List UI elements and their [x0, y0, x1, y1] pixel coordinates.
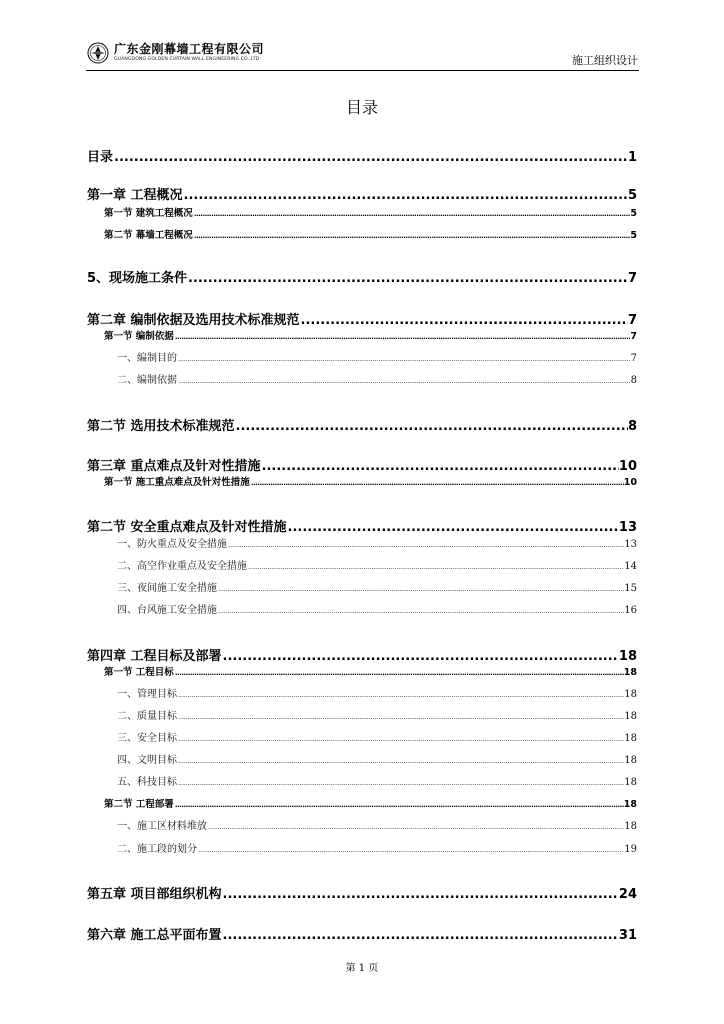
toc-entry[interactable]: [117, 604, 637, 617]
toc-entry-page: 10: [623, 477, 637, 488]
toc-entry-title: 第一节 编制依据: [104, 331, 174, 342]
toc-leader: [300, 312, 628, 330]
toc-leader: [187, 270, 628, 288]
toc-entry-page: 5: [630, 230, 637, 241]
toc-entry-page: 7: [627, 271, 637, 286]
toc-entry-page: 18: [624, 755, 637, 766]
toc-entry-page: 13: [624, 539, 637, 550]
toc-entry[interactable]: [87, 648, 637, 666]
toc-entry-title: 三、夜间施工安全措施: [117, 583, 217, 594]
toc-entry-page: 18: [623, 799, 637, 810]
toc-entry-title: 5、现场施工条件: [87, 271, 188, 286]
toc-entry-title: 第二节 幕墙工程概况: [104, 230, 193, 241]
toc-entry-page: 5: [630, 208, 637, 219]
toc-entry-title: 一、防火重点及安全措施: [117, 539, 227, 550]
toc-entry-title: 五、科技目标: [117, 777, 177, 788]
toc-entry-title: 二、高空作业重点及安全措施: [117, 561, 247, 572]
page-header: [86, 40, 639, 71]
toc-leader: [177, 374, 631, 387]
toc-entry[interactable]: [104, 229, 637, 242]
toc-entry-page: 1: [627, 150, 637, 165]
toc-entry[interactable]: [117, 732, 637, 745]
toc-entry-title: 第一章 工程概况: [87, 188, 183, 203]
toc-entry-title: 一、编制目的: [117, 353, 177, 364]
toc-leader: [174, 666, 624, 679]
toc-entry[interactable]: [117, 560, 637, 573]
toc-entry[interactable]: [87, 312, 637, 330]
toc-leader: [193, 207, 631, 220]
toc-entry-title: 一、管理目标: [117, 689, 177, 700]
toc-entry[interactable]: [87, 149, 637, 167]
toc-entry-page: 18: [618, 649, 637, 664]
toc-entry-page: 18: [624, 711, 637, 722]
toc-leader: [193, 229, 631, 242]
toc-entry[interactable]: [117, 820, 637, 833]
toc-entry-page: 7: [630, 331, 637, 342]
toc-entry-title: 第二节 工程部署: [104, 799, 174, 810]
toc-entry-page: 8: [630, 375, 637, 386]
toc-entry-page: 24: [618, 887, 637, 902]
toc-entry-page: 18: [624, 733, 637, 744]
toc-entry-page: 31: [618, 928, 637, 943]
toc-leader: [177, 688, 624, 701]
toc-entry-page: 7: [627, 313, 637, 328]
page-number: 第 1 页: [345, 963, 379, 974]
toc-leader: [177, 754, 624, 767]
toc-leader: [222, 927, 619, 945]
toc-leader: [227, 538, 624, 551]
toc-entry[interactable]: [87, 886, 637, 904]
toc-entry-page: 18: [624, 821, 637, 832]
toc-entry-title: 第四章 工程目标及部署: [87, 649, 222, 664]
toc-entry-title: 第二节 选用技术标准规范: [87, 419, 235, 434]
toc-leader: [177, 776, 624, 789]
toc-entry-title: 二、编制依据: [117, 375, 177, 386]
toc-entry[interactable]: [87, 418, 637, 436]
toc-entry[interactable]: [87, 519, 637, 537]
toc-entry[interactable]: [117, 754, 637, 767]
toc-leader: [113, 149, 628, 167]
toc-entry-page: 5: [627, 188, 637, 203]
toc-entry[interactable]: [87, 927, 637, 945]
toc-entry[interactable]: [117, 776, 637, 789]
toc-leader: [235, 418, 628, 436]
toc-entry-page: 16: [624, 605, 637, 616]
toc-entry-title: 第二章 编制依据及选用技术标准规范: [87, 313, 300, 328]
toc-entry[interactable]: [104, 330, 637, 343]
toc-leader: [222, 648, 619, 666]
toc-entry[interactable]: [117, 538, 637, 551]
toc-entry-page: 13: [618, 520, 637, 535]
toc-entry-page: 18: [624, 689, 637, 700]
toc-entry[interactable]: [87, 270, 637, 288]
toc-leader: [222, 886, 619, 904]
toc-entry[interactable]: [87, 187, 637, 205]
document-type: 施工组织设计: [572, 54, 638, 67]
company-name-english: GUANGDONG GOLDEN CURTAIN WALL ENGINEERING CO.,LTD: [114, 57, 260, 62]
toc-entry[interactable]: [104, 207, 637, 220]
toc-entry[interactable]: [104, 476, 637, 489]
toc-entry-title: 四、台风施工安全措施: [117, 605, 217, 616]
toc-leader: [287, 519, 619, 537]
toc-entry[interactable]: [117, 843, 637, 856]
toc-leader: [247, 560, 624, 573]
toc-entry[interactable]: [117, 352, 637, 365]
toc-entry-title: 第二节 安全重点难点及针对性措施: [87, 520, 287, 535]
toc-entry-title: 二、施工段的划分: [117, 844, 197, 855]
toc-entry-title: 三、安全目标: [117, 733, 177, 744]
toc-entry[interactable]: [104, 798, 637, 811]
toc-entry-page: 7: [630, 353, 637, 364]
toc-entry-title: 第三章 重点难点及针对性措施: [87, 459, 261, 474]
toc-entry-title: 第六章 施工总平面布置: [87, 928, 222, 943]
toc-leader: [217, 582, 624, 595]
toc-entry-page: 18: [623, 667, 637, 678]
toc-entry-page: 14: [624, 561, 637, 572]
toc-entry-page: 10: [618, 459, 637, 474]
toc-leader: [207, 820, 624, 833]
toc-entry-title: 一、施工区材料堆放: [117, 821, 207, 832]
toc-leader: [177, 352, 631, 365]
toc-entry-page: 18: [624, 777, 637, 788]
toc-leader: [261, 458, 619, 476]
toc-leader: [177, 732, 624, 745]
toc-entry[interactable]: [117, 710, 637, 723]
toc-leader: [174, 798, 624, 811]
toc-entry-title: 目录: [87, 150, 114, 165]
toc-entry[interactable]: [104, 666, 637, 679]
toc-entry[interactable]: [117, 688, 637, 701]
toc-entry-title: 第一节 施工重点难点及针对性措施: [104, 477, 250, 488]
toc-leader: [183, 187, 628, 205]
page-title: 目录: [345, 98, 378, 117]
toc-entry-page: 8: [627, 419, 637, 434]
toc-leader: [250, 476, 624, 489]
toc-leader: [177, 710, 624, 723]
toc-entry-title: 二、质量目标: [117, 711, 177, 722]
toc-leader: [174, 330, 631, 343]
toc-entry[interactable]: [87, 458, 637, 476]
toc-entry-title: 第五章 项目部组织机构: [87, 887, 222, 902]
toc-entry-title: 第一节 工程目标: [104, 667, 174, 678]
toc-entry-title: 四、文明目标: [117, 755, 177, 766]
toc-entry[interactable]: [117, 374, 637, 387]
toc-entry-title: 第一节 建筑工程概况: [104, 208, 193, 219]
company-name: 广东金刚幕墙工程有限公司: [114, 42, 265, 56]
company-logo-icon: [87, 42, 109, 64]
toc-entry[interactable]: [117, 582, 637, 595]
toc-entry-page: 19: [624, 844, 637, 855]
toc-entry-page: 15: [624, 583, 637, 594]
toc-leader: [217, 604, 624, 617]
toc-leader: [197, 843, 624, 856]
